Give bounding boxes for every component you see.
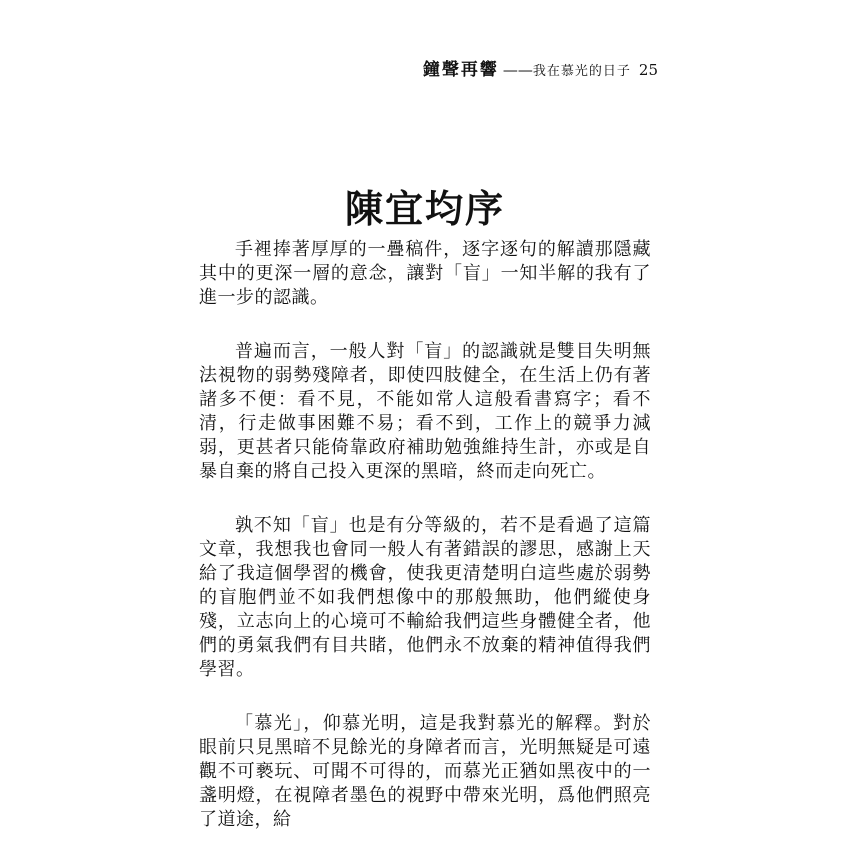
chapter-title: 陳宜均序 — [344, 186, 505, 231]
paragraph-4: 「慕光」，仰慕光明，這是我對慕光的解釋。對於眼前只見黑暗不見餘光的身障者而言，光明無疑是可遠觀不可褻玩、可聞不可得的，而慕光正猶如黑夜中的一盞明燈，在視障者墨色的視野中帶來光明，爲他們照亮了道途，給 — [199, 713, 651, 830]
paragraph-3: 孰不知「盲」也是有分等級的，若不是看過了這篇文章，我想我也會同一般人有著錯誤的謬思，感謝上天給了我這個學習的機會，使我更清楚明白這些處於弱勢的盲胞們並不如我們想像中的那般無助，他們縱使身殘，立志向上的心境可不輸給我們這些身體健全者，他們的勇氣我們有目共睹，他們永不放棄的精神值得我們學習。 — [199, 515, 651, 680]
page-number: 25 — [638, 61, 658, 79]
paragraph-2: 普遍而言，一般人對「盲」的認識就是雙目失明無法視物的弱勢殘障者，即使四肢健全，在生活上仍有著諸多不便：看不見，不能如常人這般看書寫字；看不清，行走做事困難不易；看不到，工作上的競爭力減弱，更甚者只能倚靠政府補助勉強維持生計，亦或是自暴自棄的將自己投入更深的黑暗，終而走向死亡。 — [199, 341, 651, 482]
running-header-subtitle: 我在慕光的日子 — [532, 64, 631, 79]
body-text — [199, 238, 651, 862]
running-header-dash: —— — [502, 61, 533, 79]
paragraph-1: 手裡捧著厚厚的一疊稿件，逐字逐句的解讀那隱藏其中的更深一層的意念，讓對「盲」一知半解的我有了進一步的認識。 — [199, 239, 651, 308]
running-header-book-title: 鐘聲再響 — [422, 60, 499, 80]
running-header — [423, 55, 658, 80]
